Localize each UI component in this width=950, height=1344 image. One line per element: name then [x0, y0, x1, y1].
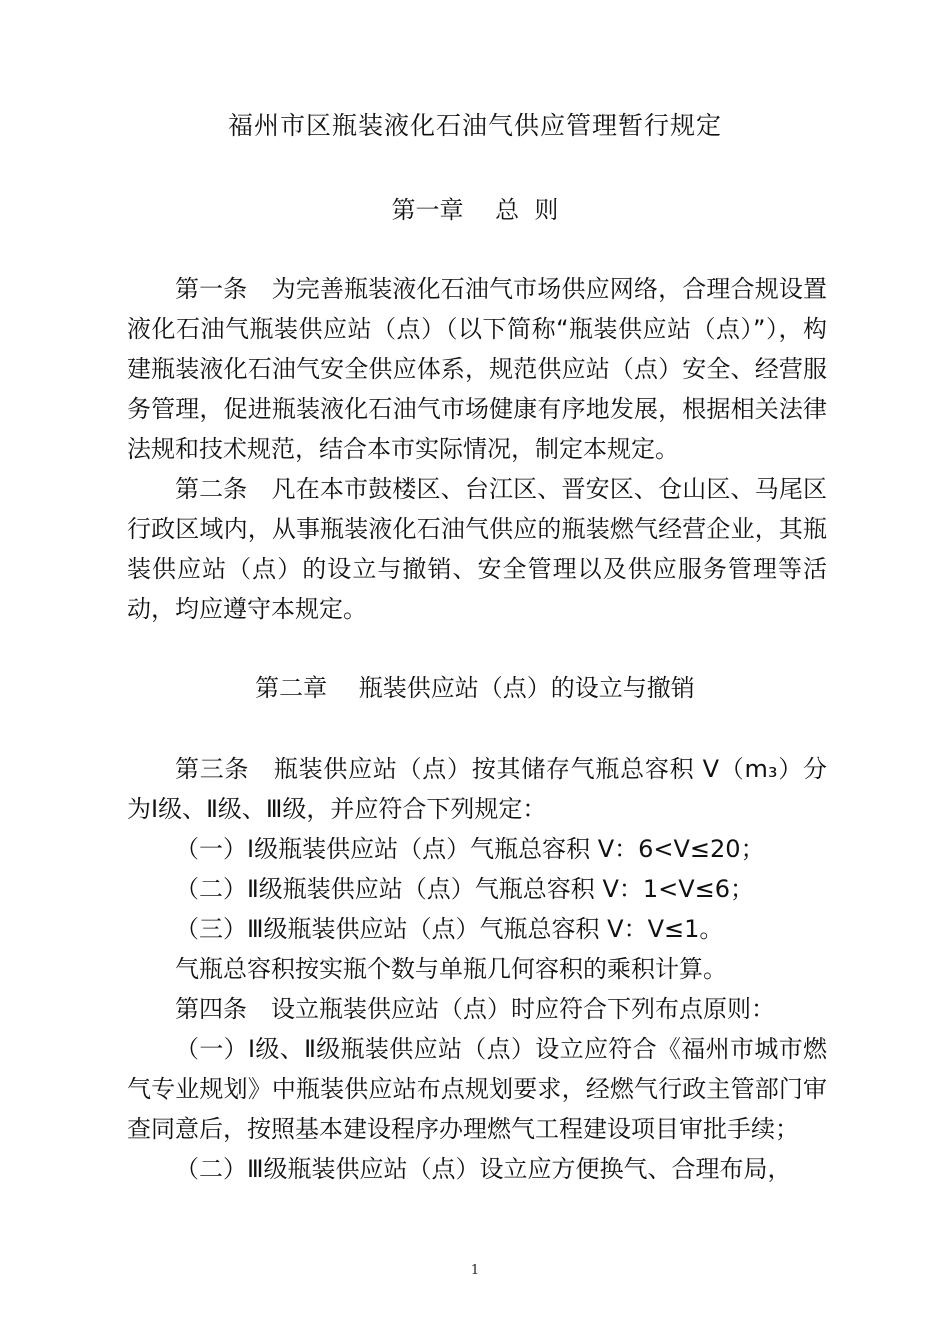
chapter-2-heading: 第二章 瓶装供应站（点）的设立与撤销 — [255, 674, 695, 702]
chapter-1-body — [127, 269, 827, 629]
page-number: 1 — [470, 1263, 480, 1278]
article-3-item-3: （三）Ⅲ级瓶装供应站（点）气瓶总容积 V：V≤1。 — [175, 915, 724, 943]
article-3-note: 气瓶总容积按实瓶个数与单瓶几何容积的乘积计算。 — [175, 955, 727, 983]
article-4-item-1: （一）Ⅰ级、Ⅱ级瓶装供应站（点）设立应符合《福州市城市燃气专业规划》中瓶装供应站布点规划要求，经燃气行政主管部门审查同意后，按照基本建设程序办理燃气工程建设项目审批手续； — [127, 1035, 827, 1143]
chapter-2-body — [127, 749, 827, 1189]
document-title: 福州市区瓶装液化石油气供应管理暂行规定 — [227, 111, 722, 140]
article-4-paragraph: 第四条 设立瓶装供应站（点）时应符合下列布点原则： — [175, 995, 775, 1023]
article-3-item-1: （一）Ⅰ级瓶装供应站（点）气瓶总容积 V：6<V≤20； — [175, 835, 765, 863]
article-1-paragraph: 第一条 为完善瓶装液化石油气市场供应网络，合理合规设置液化石油气瓶装供应站（点）（以下简称“瓶装供应站（点）”），构建瓶装液化石油气安全供应体系，规范供应站（点）安全、经营服务管理，促进瓶装液化石油气市场健康有序地发展，根据相关法律法规和技术规范，结合本市实际情况，制定本规定。 — [127, 275, 827, 463]
article-2-paragraph: 第二条 凡在本市鼓楼区、台江区、晋安区、仓山区、马尾区行政区域内，从事瓶装液化石油气供应的瓶装燃气经营企业，其瓶装供应站（点）的设立与撤销、安全管理以及供应服务管理等活动，均应遵守本规定。 — [127, 475, 827, 623]
chapter-1-heading: 第一章 总 则 — [391, 196, 559, 224]
article-4-item-2: （二）Ⅲ级瓶装供应站（点）设立应方便换气、合理布局， — [175, 1155, 792, 1183]
article-3-paragraph: 第三条 瓶装供应站（点）按其储存气瓶总容积 V（m₃）分为Ⅰ级、Ⅱ级、Ⅲ级，并应符合下列规定： — [127, 755, 827, 823]
article-3-item-2: （二）Ⅱ级瓶装供应站（点）气瓶总容积 V：1<V≤6； — [175, 875, 755, 903]
